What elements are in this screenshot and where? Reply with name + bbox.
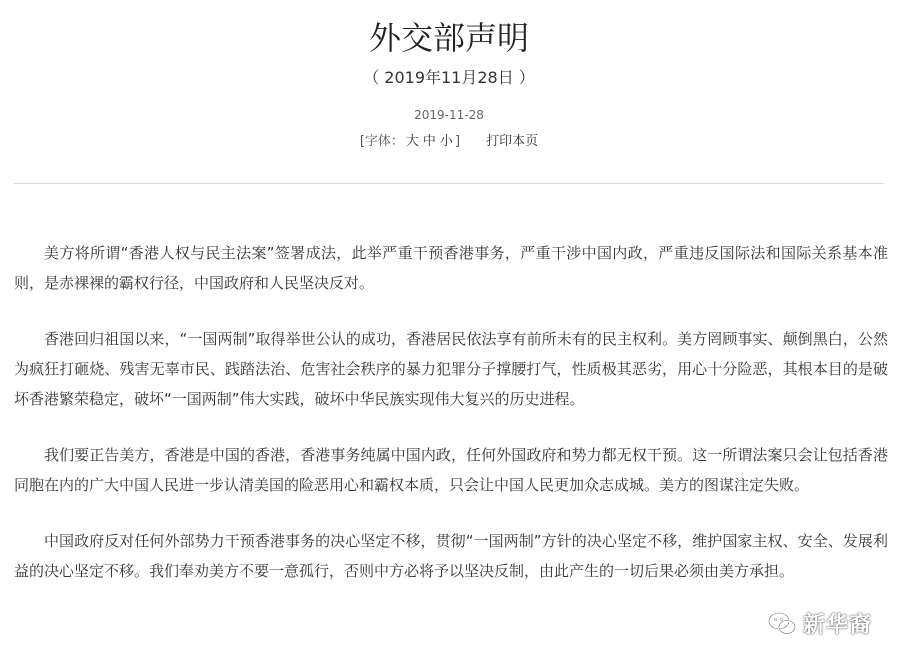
page-title: 外交部声明 bbox=[368, 19, 529, 57]
font-size-selector bbox=[360, 132, 460, 152]
article-body bbox=[14, 238, 888, 612]
font-size-large-link[interactable]: 大 bbox=[405, 134, 419, 149]
paragraph: 我们要正告美方，香港是中国的香港，香港事务纯属中国内政，任何外国政府和势力都无权干预。这一所谓法案只会让包括香港同胞在内的广大中国人民进一步认清美国的险恶用心和霸权本质，只会让中国人民更加众志成城。美方的图谋注定失败。 bbox=[14, 446, 888, 494]
watermark bbox=[767, 608, 872, 639]
article-tools bbox=[0, 132, 898, 152]
print-page-link[interactable]: 打印本页 bbox=[486, 134, 539, 149]
header-divider bbox=[14, 183, 884, 184]
watermark-text: 新华裔 bbox=[802, 613, 872, 638]
font-size-medium-link[interactable]: 中 bbox=[422, 134, 436, 149]
font-size-small-link[interactable]: 小 bbox=[439, 134, 453, 149]
paragraph: 香港回归祖国以来，“一国两制”取得举世公认的成功，香港居民依法享有前所未有的民主权利。美方罔顾事实、颠倒黑白，公然为疯狂打砸烧、残害无辜市民、践踏法治、危害社会秩序的暴力犯罪分子撑腰打气，性质极其恶劣，用心十分险恶，其根本目的是破坏香港繁荣稳定，破坏“一国两制”伟大实践，破坏中华民族实现伟大复兴的历史进程。 bbox=[14, 330, 888, 408]
paragraph: 中国政府反对任何外部势力干预香港事务的决心坚定不移，贯彻“一国两制”方针的决心坚定不移，维护国家主权、安全、发展利益的决心坚定不移。我们奉劝美方不要一意孤行，否则中方必将予以坚决反制，由此产生的一切后果必须由美方承担。 bbox=[14, 532, 888, 580]
font-size-label: [字体： bbox=[359, 134, 404, 149]
wechat-icon bbox=[767, 611, 797, 637]
page-subtitle: （ 2019年11月28日 ） bbox=[363, 68, 535, 87]
publish-date: 2019-11-28 bbox=[414, 108, 484, 122]
font-size-close-bracket: ] bbox=[454, 134, 461, 149]
paragraph: 美方将所谓“香港人权与民主法案”签署成法，此举严重干预香港事务，严重干涉中国内政，严重违反国际法和国际关系基本准则，是赤裸裸的霸权行径，中国政府和人民坚决反对。 bbox=[14, 244, 888, 292]
